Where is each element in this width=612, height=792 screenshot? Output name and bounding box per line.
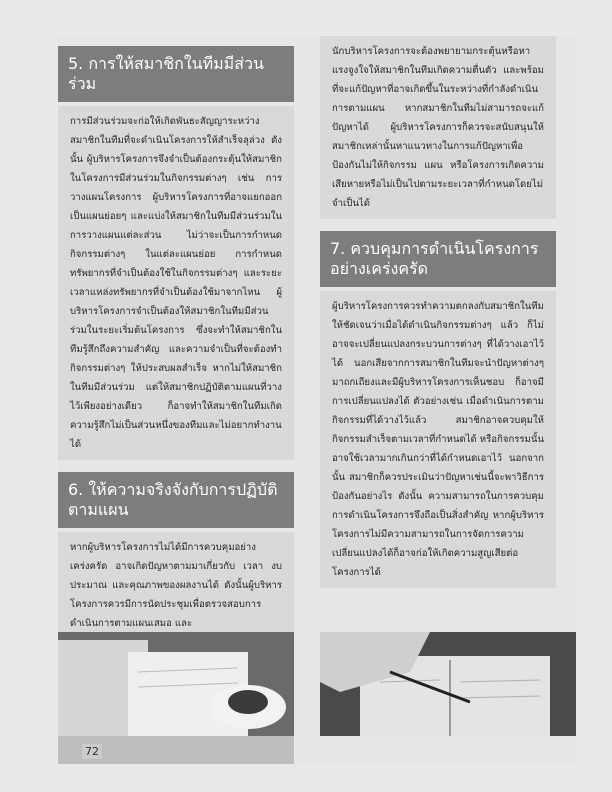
- section-5-heading: 5. การให้สมาชิกในทีมมีส่วนร่วม: [58, 46, 294, 102]
- section-6-heading: 6. ให้ความจริงจังกับการปฏิบัติตามแผน: [58, 472, 294, 528]
- left-column: [58, 36, 294, 639]
- page-number: 72: [82, 744, 102, 759]
- section-5-continued: นักบริหารโครงการจะต้องพยายามกระตุ้นหรือหาแรงจูงใจให้สมาชิกในทีมเกิดความตื่นตัว และพร้อมที่จะแก้ปัญหาที่อาจเกิดขึ้นในระหว่างที่กำลังดำเนินการตามแผน หากสมาชิกในทีมไม่สามารถจะแก้ปัญหาได้ ผู้บริหารโครงการก็ควรจะสนับสนุนให้สมาชิกเหล่านั้นหาแนวทางในการแก้ปัญหาเพื่อป้องกันไม่ให้กิจกรรม แผน หรือโครงการเกิดความเสียหายหรือไม่เป็นไปตามระยะเวลาที่กำหนดโดยไม่จำเป็นได้: [332, 46, 544, 209]
- page-number-bar: [58, 736, 294, 764]
- photo-writing-planner: [320, 632, 576, 736]
- section-7-body-box: [320, 291, 556, 588]
- section-6-body: หากผู้บริหารโครงการไม่ได้มีการควบคุมอย่างเคร่งครัด อาจเกิดปัญหาตามมาเกี่ยวกับ เวลา งบประมาณ และคุณภาพของผลงานได้ ดังนั้นผู้บริหารโครงการควรมีการนัดประชุมเพื่อตรวจสอบการดำเนินการตามแผนเสมอ และ: [70, 542, 282, 629]
- right-column: [320, 36, 556, 588]
- photo-notebook-coffee: [58, 632, 294, 736]
- section-5-body-box: [58, 106, 294, 460]
- section-7-body: ผู้บริหารโครงการควรทำความตกลงกับสมาชิกในทีมให้ชัดเจนว่าเมื่อได้ดำเนินกิจกรรมต่างๆ แล้ว ก็ไม่อาจจะเปลี่ยนแปลงกระบวนการต่างๆ ที่ได้วางเอาไว้ได้ นอกเสียจากการสมาชิกในทีมจะนำปัญหาต่างๆ มาถกเถียงและมีผู้บริหารโครงการเห็นชอบ ก็อาจมีการเปลี่ยนแปลงได้ ตัวอย่างเช่น เมื่อดำเนินการตามกิจกรรมที่ได้วางไว้แล้ว สมาชิกอาจควบคุมให้กิจกรรมสำเร็จตามเวลาที่กำหนดได้ หรือกิจกรรมนั้นอาจใช้เวลามากเกินกว่าที่ได้กำหนดเอาไว้ นอกจากนั้น สมาชิกก็ควรประเมินว่าปัญหาเช่นนี้จะพาวิธีการป้องกันอย่างไร ดังนั้น ความสามารถในการควบคุมการดำเนินโครงการจึงถือเป็นสิ่งสำคัญ หากผู้บริหารโครงการไม่มีความสามารถในการจัดการความเปลี่ยนแปลงได้ก็อาจก่อให้เกิดความสูญเสียต่อโครงการได้: [332, 301, 544, 578]
- section-5-continued-box: [320, 36, 556, 219]
- section-5-body: การมีส่วนร่วมจะก่อให้เกิดพันธะสัญญาระหว่างสมาชิกในทีมที่จะดำเนินโครงการให้สำเร็จลุล่วง ดังนั้น ผู้บริหารโครงการจึงจำเป็นต้องกระตุ้นให้สมาชิกในโครงการมีส่วนร่วมในกิจกรรมต่างๆ เช่น การวางแผนโครงการ ผู้บริหารโครงการที่อาจแยกออกเป็นแผนย่อยๆ และแบ่งให้สมาชิกในทีมมีส่วนร่วมในการวางแผนแต่ละส่วน ไม่ว่าจะเป็นการกำหนดกิจกรรมต่างๆ ในแต่ละแผนย่อย การกำหนดทรัพยากรที่จำเป็นต้องใช้ในกิจกรรมต่างๆ และระยะเวลาแหล่งทรัพยากรที่จำเป็นต้องใช้มาจากไหน ผู้บริหารโครงการจำเป็นต้องให้สมาชิกในทีมมีส่วนร่วมในระยะเริ่มต้นโครงการ ซึ่งจะทำให้สมาชิกในทีมรู้สึกถึงความสำคัญ และความจำเป็นที่จะต้องทำกิจกรรมต่างๆ ให้ประสบผลสำเร็จ หากไม่ให้สมาชิกในทีมมีส่วนร่วม แต่ให้สมาชิกปฏิบัติตามแผนที่วางไว้เพียงอย่างเดียว ก็อาจทำให้สมาชิกในทีมเกิดความรู้สึกไม่เป็นส่วนหนึ่งของทีมและไม่อยากทำงานได้: [70, 116, 282, 450]
- page: [58, 36, 576, 764]
- photo-writing-planner-image: [320, 632, 576, 736]
- section-6-body-box: [58, 532, 294, 639]
- photo-notebook-coffee-image: [58, 632, 294, 736]
- section-7-heading: 7. ควบคุมการดำเนินโครงการอย่างเคร่งครัด: [320, 231, 556, 287]
